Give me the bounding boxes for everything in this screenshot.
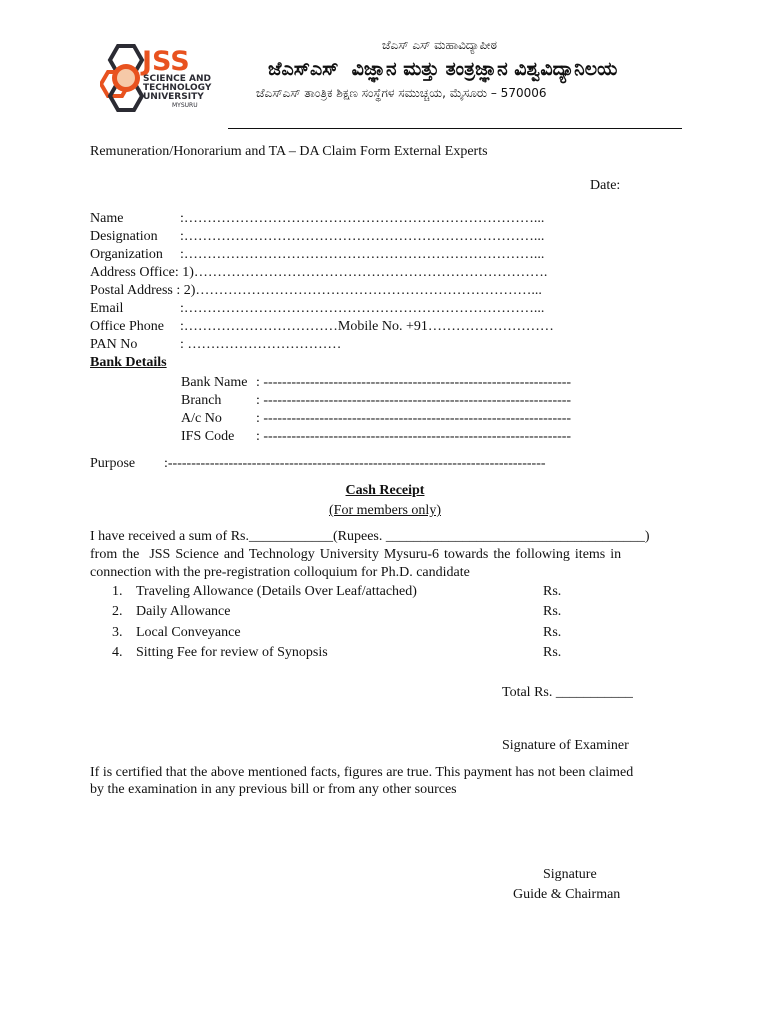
field-name-label: Name — [90, 211, 124, 226]
item-3-amount[interactable]: Rs. — [543, 625, 562, 640]
university-logo — [100, 42, 248, 112]
certify-line-1: If is certified that the above mentioned facts, figures are true. This payment has not been claimed — [90, 765, 634, 780]
bank-name-label: Bank Name — [181, 375, 248, 390]
receipt-line-3: connection with the pre-registration colloquium for Ph.D. candidate — [90, 565, 470, 580]
purpose-value[interactable]: :--------------------------------------------------------------------------------- — [164, 456, 546, 471]
signature-label: Signature — [543, 867, 597, 882]
item-4-amount[interactable]: Rs. — [543, 645, 562, 660]
field-pan-label: PAN No — [90, 337, 138, 352]
item-2-number: 2. — [112, 604, 123, 619]
logo-line-4: MYSURU — [172, 102, 198, 109]
receipt-line-1: I have received a sum of Rs.____________(Rupees. _____________________________________) — [90, 529, 650, 544]
logo-line-2: TECHNOLOGY — [143, 83, 212, 93]
account-no-label: A/c No — [181, 411, 222, 426]
branch-label: Branch — [181, 393, 222, 408]
cash-receipt-title: Cash Receipt — [345, 483, 425, 498]
logo-emblem-icon — [100, 42, 248, 112]
date-label: Date: — [590, 178, 621, 193]
field-name-value[interactable]: :…………………………………………………………………... — [180, 211, 545, 226]
field-pan-value[interactable]: : …………………………… — [180, 337, 342, 352]
bank-details-heading: Bank Details — [90, 355, 167, 370]
field-address-office[interactable]: Address Office: 1)…………………………………………………………………. — [90, 265, 548, 280]
cash-receipt-subtitle: (For members only) — [329, 503, 441, 518]
logo-line-3: UNIVERSITY — [143, 92, 204, 102]
field-postal-address[interactable]: Postal Address : 2)………………………………………………………………... — [90, 283, 542, 298]
ifs-code-label: IFS Code — [181, 429, 235, 444]
header-kannada-line1: ಜೆಎಸ್ ಎಸ್ ಮಹಾವಿದ್ಯಾಪೀಠ — [382, 38, 497, 52]
logo-jss: JSS — [142, 46, 190, 77]
item-1-amount[interactable]: Rs. — [543, 584, 562, 599]
field-email-label: Email — [90, 301, 124, 316]
bank-name-value[interactable]: : ------------------------------------------------------------------ — [256, 375, 572, 390]
ifs-code-value[interactable]: : ------------------------------------------------------------------ — [256, 429, 572, 444]
field-phone-value[interactable]: :……………………………Mobile No. +91……………………… — [180, 319, 554, 334]
header-divider — [228, 128, 682, 129]
logo-line-1: SCIENCE AND — [143, 74, 211, 84]
certify-line-2: by the examination in any previous bill or from any other sources — [90, 782, 457, 797]
item-4-text: Sitting Fee for review of Synopsis — [136, 645, 328, 660]
item-1-number: 1. — [112, 584, 123, 599]
purpose-label: Purpose — [90, 456, 136, 471]
guide-chairman-label: Guide & Chairman — [513, 887, 621, 902]
signature-examiner: Signature of Examiner — [502, 738, 629, 753]
item-1-text: Traveling Allowance (Details Over Leaf/attached) — [136, 584, 417, 599]
form-title: Remuneration/Honorarium and TA – DA Claim Form External Experts — [90, 144, 488, 159]
total-amount[interactable]: Total Rs. ___________ — [502, 685, 633, 700]
item-3-text: Local Conveyance — [136, 625, 241, 640]
header-kannada-line3: ಜೆಎಸ್ಎಸ್ ತಾಂತ್ರಿಕ ಶಿಕ್ಷಣ ಸಂಸ್ಥೆಗಳ ಸಮುಚ್ಚಯ, ಮೈಸೂರು – 570006 — [256, 86, 547, 100]
field-organization-label: Organization — [90, 247, 163, 262]
account-no-value[interactable]: : ------------------------------------------------------------------ — [256, 411, 572, 426]
field-organization-value[interactable]: :…………………………………………………………………... — [180, 247, 545, 262]
item-2-amount[interactable]: Rs. — [543, 604, 562, 619]
receipt-line-2: from the JSS Science and Technology University Mysuru-6 towards the following items in — [90, 547, 622, 562]
header-kannada-line2: ಜೆಎಸ್ಎಸ್ ವಿಜ್ಞಾನ ಮತ್ತು ತಂತ್ರಜ್ಞಾನ ವಿಶ್ವವಿದ್ಯಾನಿಲಯ — [268, 58, 618, 80]
field-designation-label: Designation — [90, 229, 158, 244]
item-2-text: Daily Allowance — [136, 604, 231, 619]
item-3-number: 3. — [112, 625, 123, 640]
field-phone-label: Office Phone — [90, 319, 164, 334]
field-email-value[interactable]: :…………………………………………………………………... — [180, 301, 545, 316]
branch-value[interactable]: : ------------------------------------------------------------------ — [256, 393, 572, 408]
field-designation-value[interactable]: :…………………………………………………………………... — [180, 229, 545, 244]
item-4-number: 4. — [112, 645, 123, 660]
